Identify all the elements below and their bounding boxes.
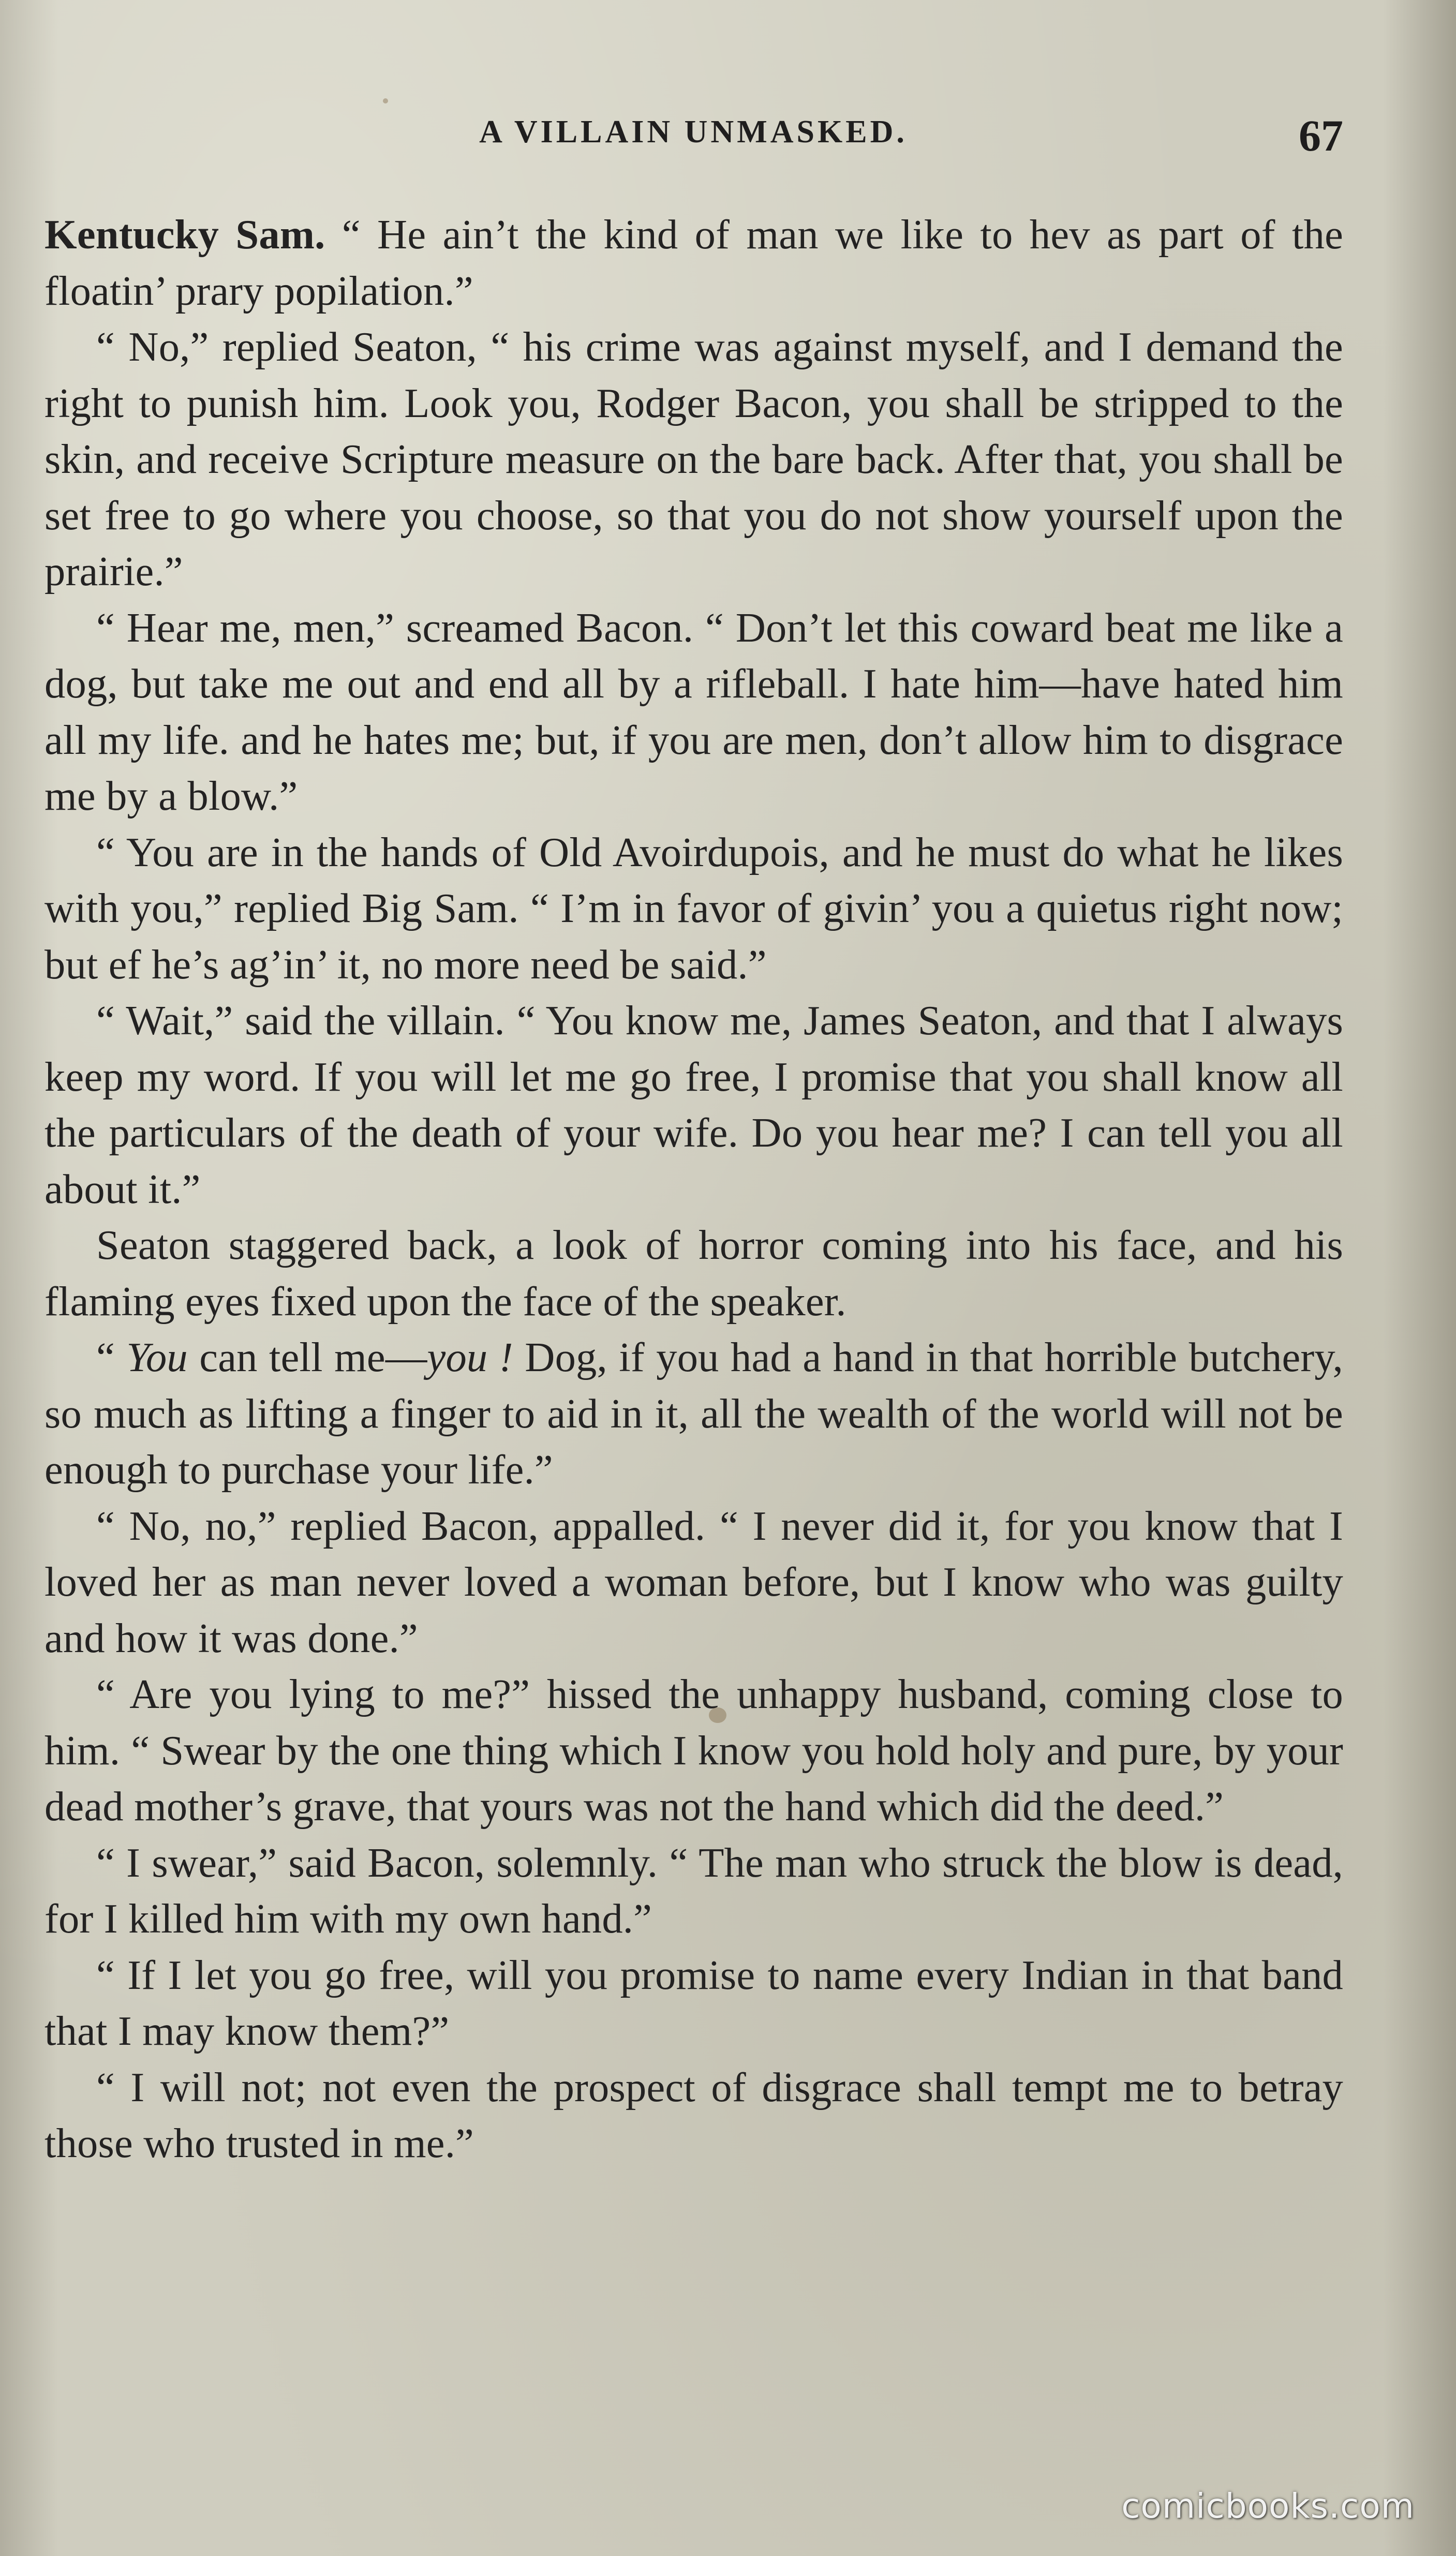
paragraph: “ No, no,” replied Bacon, appalled. “ I never did it, for you know that I loved her as man never loved a woman before, but I know who was guilty and how it was done.” [44, 1503, 1343, 1661]
paragraph: “ You are in the hands of Old Avoirdupois, and he must do what he likes with you,” replied Big Sam. “ I’m in favor of givin’ you a quietus right now; but ef he’s ag’in’ it, no more need be said.” [44, 829, 1343, 988]
paragraph: “ If I let you go free, will you promise to name every Indian in that band that I may know them?” [44, 1952, 1343, 2054]
body-text [44, 207, 1343, 2172]
paragraph-continued [44, 207, 1343, 319]
page-number: 67 [1299, 111, 1343, 160]
paragraph-text: can tell me— [187, 1334, 427, 1380]
paragraph-text: “ He ain’t the kind of man we like to hev as part of the floatin’ prary popilation.” [44, 212, 1343, 314]
emphasis-you: You [126, 1334, 188, 1380]
open-quote: “ [96, 1334, 127, 1380]
paragraph: “ Wait,” said the villain. “ You know me, James Seaton, and that I always keep my word. If you will let me go free, I promise that you shall know all the particulars of the death of your wife. Do you hear me? I can tell you all about it.” [44, 998, 1343, 1212]
paragraph: “ No,” replied Seaton, “ his crime was against myself, and I demand the right to punish him. Look you, Rodger Bacon, you shall be stripped to the skin, and receive Scripture measure on the bare back. After that, you shall be set free to go where you choose, so that you do not show yourself upon the prairie.” [44, 324, 1343, 595]
paragraph: “ Hear me, men,” screamed Bacon. “ Don’t let this coward beat me like a dog, but take me out and end all by a rifleball. I hate him—have hated him all my life. and he hates me; but, if you are men, don’t allow him to disgrace me by a blow.” [44, 604, 1343, 819]
paragraph: Seaton staggered back, a look of horror coming into his face, and his flaming eyes fixed upon the face of the speaker. [44, 1222, 1343, 1325]
paper-stain [383, 98, 388, 103]
speaker-name: Kentucky Sam. [44, 212, 325, 258]
paragraph-text: Dog, if you had a hand in that horrible butchery, so much as lifting a finger to aid in it, all the wealth of the world will not be enough to purchase your life.” [44, 1334, 1343, 1493]
watermark: comicbooks.com [1121, 2486, 1415, 2526]
paper-stain [709, 1707, 726, 1723]
paragraph: “ I swear,” said Bacon, solemnly. “ The man who struck the blow is dead, for I killed him with my own hand.” [44, 1839, 1343, 1942]
emphasis-you-exclaim: you ! [427, 1334, 513, 1380]
paragraph-with-emphasis [44, 1330, 1343, 1498]
paragraph: “ I will not; not even the prospect of disgrace shall tempt me to betray those who trusted in me.” [44, 2064, 1343, 2166]
running-title: A VILLAIN UNMASKED. [479, 114, 908, 150]
paragraph: “ Are you lying to me?” hissed the unhappy husband, coming close to him. “ Swear by the one thing which I know you hold holy and pure, by your dead mother’s grave, that yours was not the hand which did the deed.” [44, 1671, 1343, 1830]
